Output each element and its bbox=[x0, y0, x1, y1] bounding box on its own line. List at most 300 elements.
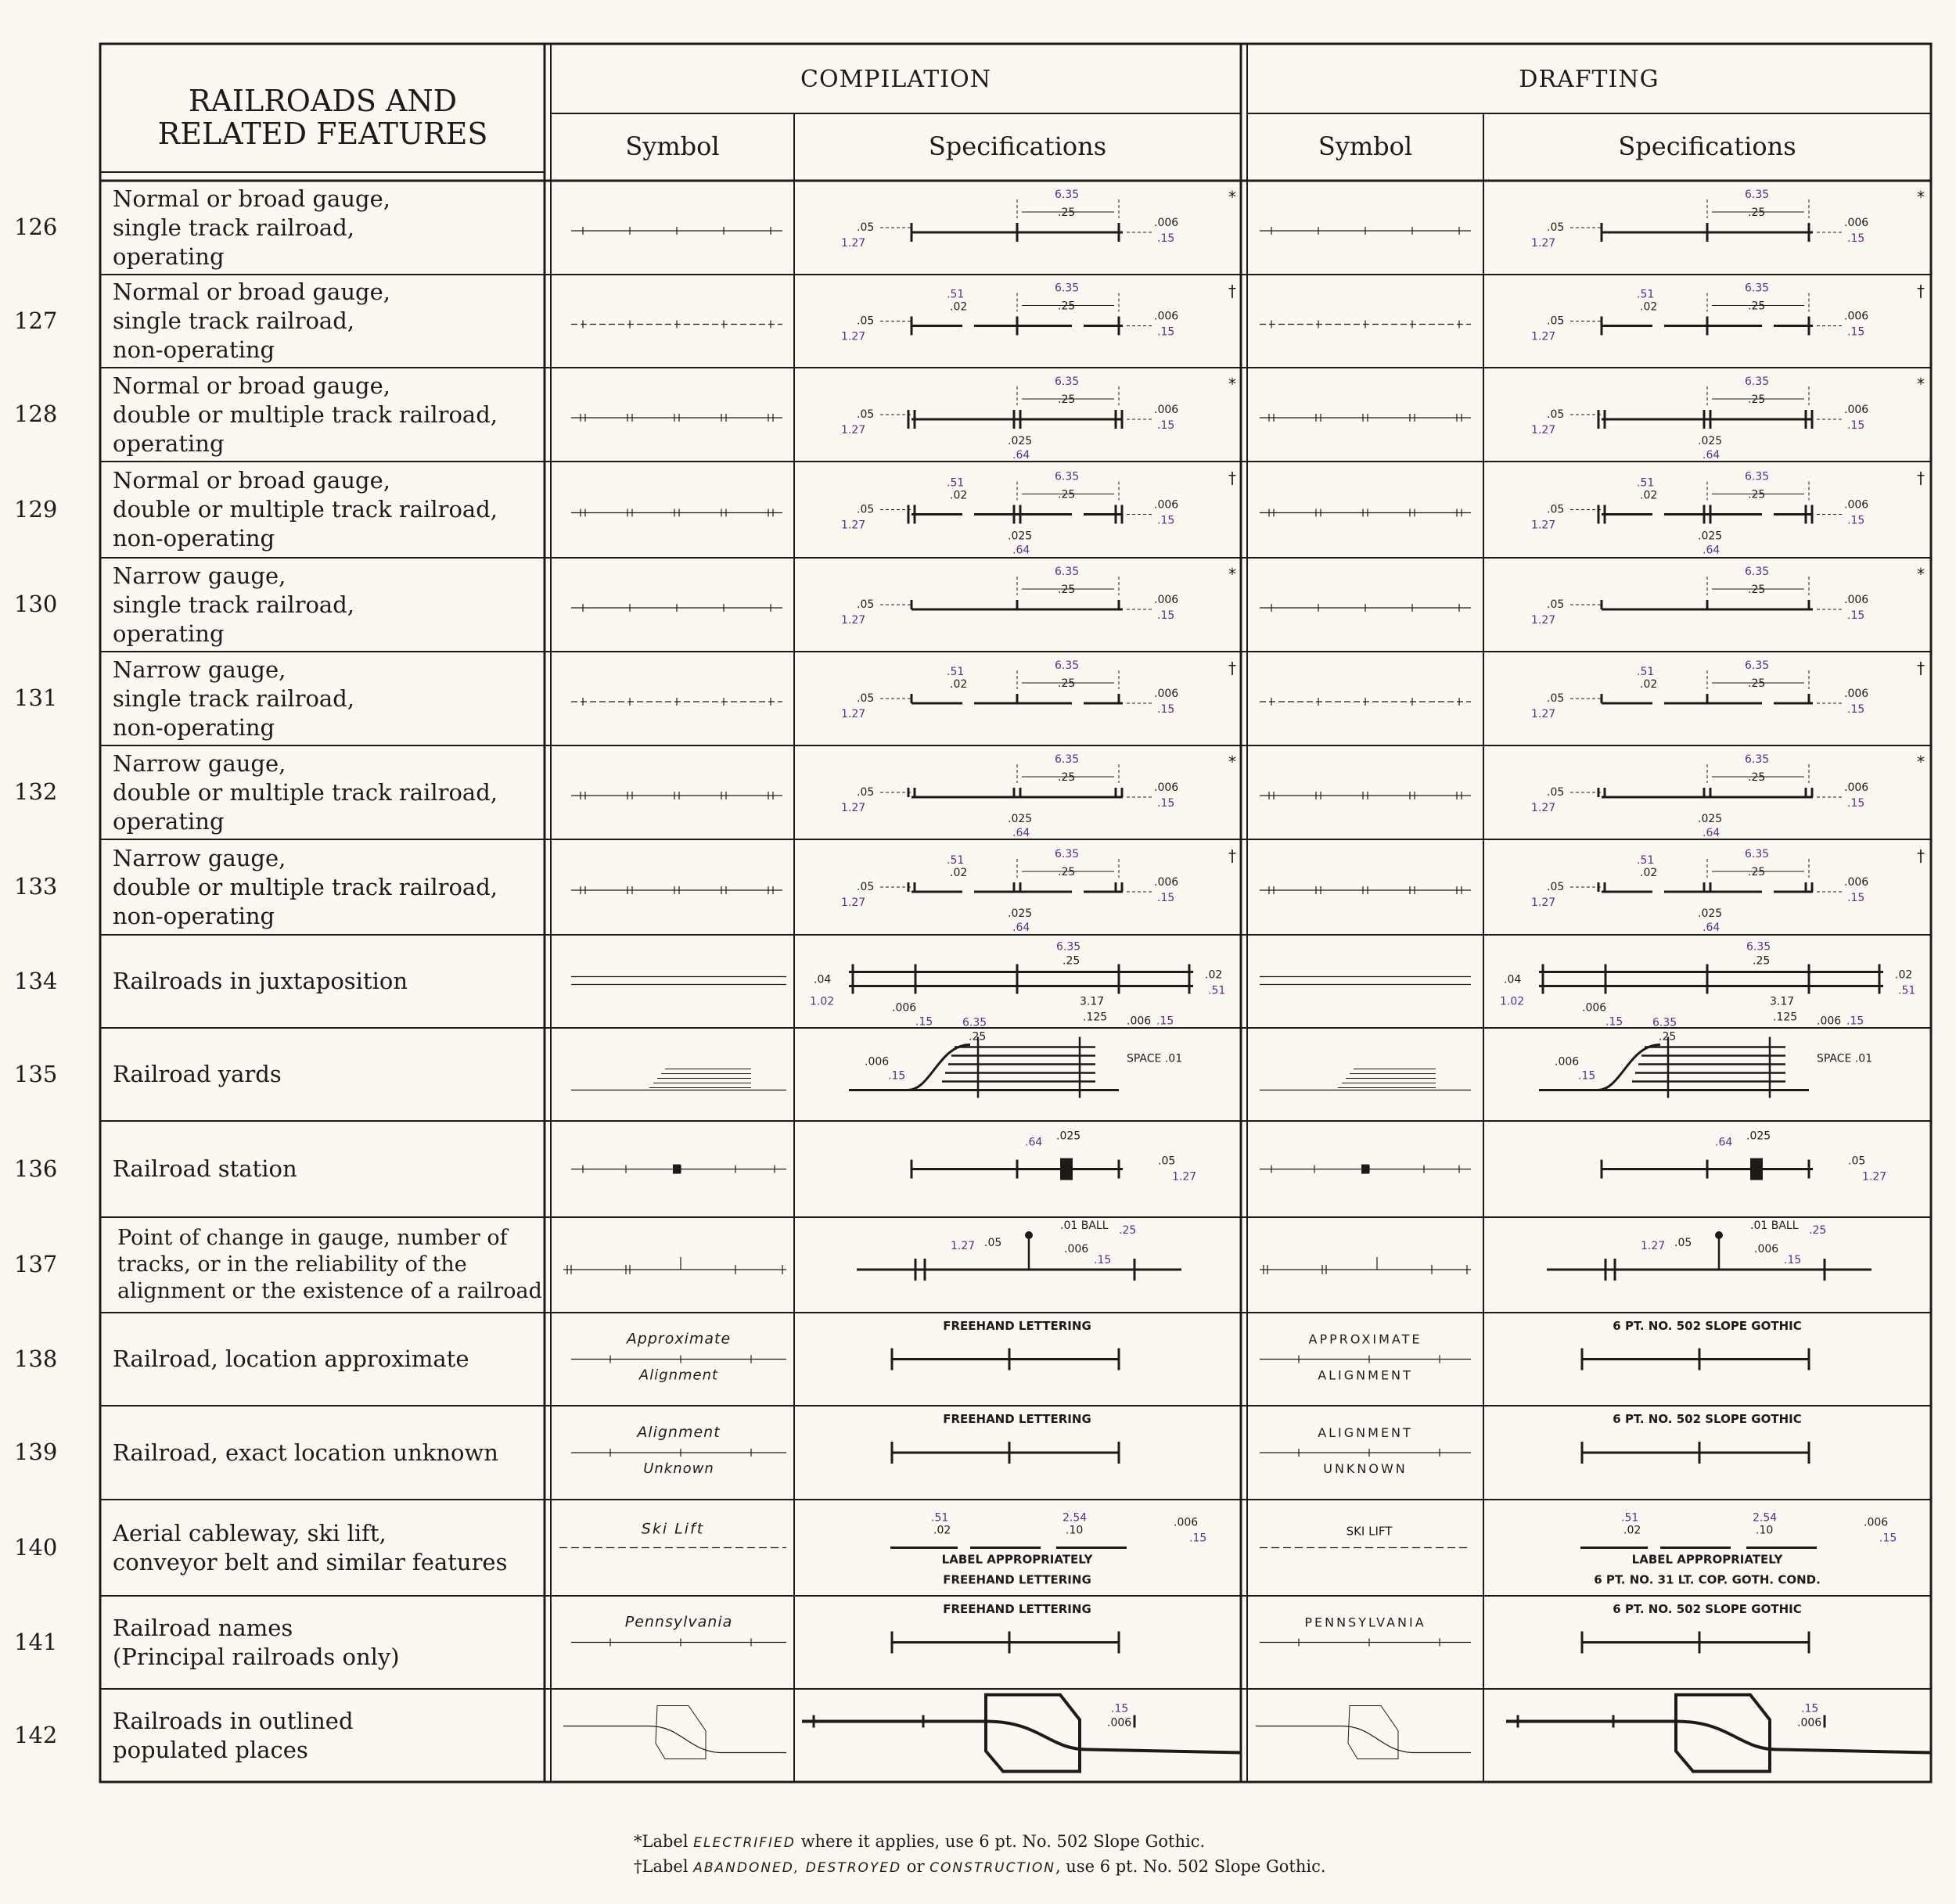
row-label-line: Normal or broad gauge, bbox=[113, 185, 390, 212]
row-label-line: non-operating bbox=[113, 902, 275, 929]
dimension-label: .15 bbox=[1157, 514, 1175, 527]
dimension-label: .15 bbox=[1847, 609, 1865, 622]
dimension-label: 6.35 bbox=[1055, 375, 1080, 388]
dimension-label: .64 bbox=[1012, 921, 1030, 934]
footnote-mark: * bbox=[1917, 188, 1925, 207]
lettering-spec: 6 PT. NO. 31 LT. COP. GOTH. COND. bbox=[1594, 1572, 1821, 1587]
symbol-lettering: Alignment bbox=[637, 1424, 721, 1441]
dimension-label: .51 bbox=[1898, 984, 1916, 997]
row-label-line: Railroad, location approximate bbox=[113, 1345, 469, 1372]
row-number: 134 bbox=[14, 967, 58, 994]
dimension-label: .05 bbox=[984, 1237, 1002, 1249]
dimension-label: .006 bbox=[1107, 1716, 1132, 1730]
dimension-label: 1.02 bbox=[1500, 995, 1525, 1008]
dimension-label: .51 bbox=[1637, 854, 1655, 867]
dimension-label: .025 bbox=[1698, 813, 1723, 825]
row-label-line: double or multiple track railroad, bbox=[113, 401, 498, 428]
dimension-label: 1.27 bbox=[951, 1240, 976, 1252]
dimension-label: .51 bbox=[947, 476, 965, 490]
dimension-label: .025 bbox=[1056, 1130, 1081, 1143]
dimension-label: .25 bbox=[1058, 771, 1076, 784]
row-label-line: (Principal railroads only) bbox=[113, 1643, 400, 1670]
dimension-label: .006 bbox=[1754, 1243, 1779, 1256]
dimension-label: .006 bbox=[1127, 1015, 1152, 1028]
symbol-lettering: APPROXIMATE bbox=[1308, 1331, 1422, 1347]
row-label-line: Railroads in outlined bbox=[113, 1707, 354, 1734]
dimension-label: .25 bbox=[1659, 1030, 1677, 1044]
dimension-label: .64 bbox=[1715, 1136, 1733, 1149]
ball-mark bbox=[1025, 1231, 1033, 1239]
footnote-mark: † bbox=[1917, 659, 1925, 677]
row-label-line: Railroad, exact location unknown bbox=[113, 1439, 498, 1466]
row-label-line: tracks, or in the reliability of the bbox=[117, 1252, 467, 1277]
dimension-label: .51 bbox=[947, 854, 965, 867]
row-number: 133 bbox=[14, 873, 58, 900]
dimension-label: .02 bbox=[1640, 867, 1658, 879]
dimension-label: .15 bbox=[888, 1069, 906, 1083]
row-number: 140 bbox=[14, 1533, 58, 1561]
lettering-spec: 6 PT. NO. 502 SLOPE GOTHIC bbox=[1613, 1319, 1802, 1333]
dimension-label: .025 bbox=[1698, 435, 1723, 447]
dimension-label: 6.35 bbox=[1745, 470, 1770, 483]
dimension-label: 6.35 bbox=[1055, 753, 1080, 766]
dimension-label: .15 bbox=[1157, 609, 1175, 622]
row-number: 126 bbox=[14, 214, 58, 240]
dimension-label: .15 bbox=[1879, 1532, 1897, 1545]
dimension-label: .25 bbox=[1748, 584, 1766, 596]
place-outline bbox=[986, 1695, 1080, 1772]
dimension-label: .15 bbox=[1847, 797, 1865, 810]
dimension-label: .51 bbox=[1637, 666, 1655, 678]
row-label-line: Railroads in juxtaposition bbox=[113, 968, 408, 994]
dimension-label: 6.35 bbox=[1745, 659, 1770, 672]
symbol-lettering: PENNSYLVANIA bbox=[1304, 1615, 1426, 1630]
dimension-label: .05 bbox=[1158, 1155, 1176, 1168]
dimension-label: 1.27 bbox=[841, 424, 866, 436]
station-mark bbox=[1361, 1165, 1369, 1174]
dimension-label: .25 bbox=[969, 1030, 987, 1044]
dimension-label: .05 bbox=[857, 598, 875, 611]
compilation-header: COMPILATION bbox=[800, 66, 991, 93]
place-outline bbox=[656, 1706, 706, 1759]
dimension-label: .025 bbox=[1008, 530, 1033, 543]
lettering-spec: FREEHAND LETTERING bbox=[943, 1602, 1091, 1616]
footnote-mark: * bbox=[1917, 375, 1925, 393]
dimension-label: .15 bbox=[1847, 325, 1865, 339]
dimension-label: .006 bbox=[1154, 876, 1179, 889]
compilation-spec-header: Specifications bbox=[928, 131, 1107, 161]
dimension-label: .25 bbox=[1748, 300, 1766, 313]
dimension-label: .15 bbox=[1847, 514, 1865, 527]
dimension-label: 6.35 bbox=[1746, 940, 1771, 954]
row-number: 138 bbox=[14, 1345, 58, 1372]
symbol-lettering: Ski Lift bbox=[641, 1520, 705, 1538]
dimension-label: .125 bbox=[1083, 1011, 1108, 1024]
dimension-label: .006 bbox=[1844, 217, 1869, 229]
dimension-label: .05 bbox=[1547, 503, 1565, 516]
footnote-mark: * bbox=[1228, 565, 1236, 584]
dimension-label: .15 bbox=[915, 1015, 933, 1029]
dimension-label: 1.27 bbox=[841, 614, 866, 627]
dimension-label: .25 bbox=[1058, 393, 1076, 406]
spec-track bbox=[802, 1722, 1241, 1753]
dimension-label: .006 bbox=[1844, 688, 1869, 700]
dimension-label: .51 bbox=[947, 288, 965, 301]
dimension-label: .006 bbox=[1817, 1015, 1842, 1028]
row-label-line: Narrow gauge, bbox=[113, 656, 286, 683]
dimension-label: .25 bbox=[1058, 488, 1076, 501]
dimension-label: .05 bbox=[1547, 408, 1565, 421]
row-number: 128 bbox=[14, 401, 58, 427]
row-label-line: Normal or broad gauge, bbox=[113, 278, 390, 305]
place-outline bbox=[1676, 1695, 1770, 1772]
dimension-label: .006 bbox=[1844, 876, 1869, 889]
dimension-label: .05 bbox=[1547, 881, 1565, 893]
dimension-label: .05 bbox=[1547, 598, 1565, 611]
dimension-label: .25 bbox=[1119, 1224, 1137, 1237]
dimension-label: .006 bbox=[1064, 1243, 1089, 1256]
row-number: 141 bbox=[14, 1628, 58, 1655]
dimension-label: 1.27 bbox=[1862, 1170, 1887, 1184]
row-number: 137 bbox=[14, 1251, 58, 1277]
dimension-label: .025 bbox=[1698, 907, 1723, 920]
dimension-label: 1.27 bbox=[841, 330, 866, 343]
dimension-label: 6.35 bbox=[1745, 375, 1770, 388]
dimension-label: .05 bbox=[857, 786, 875, 799]
dimension-label: .01 BALL bbox=[1750, 1220, 1799, 1232]
dimension-label: .25 bbox=[1058, 677, 1076, 690]
dimension-label: .51 bbox=[1208, 984, 1226, 997]
dimension-label: .006 bbox=[1844, 310, 1869, 323]
dimension-label: 6.35 bbox=[1055, 189, 1080, 201]
dimension-label: 1.27 bbox=[841, 896, 866, 909]
dimension-label: .025 bbox=[1008, 907, 1033, 920]
dimension-label: .25 bbox=[1058, 300, 1076, 313]
dimension-label: .006 bbox=[1797, 1716, 1822, 1730]
dimension-label: .05 bbox=[1674, 1237, 1692, 1249]
footnote-mark: * bbox=[1228, 188, 1236, 207]
dimension-label: .64 bbox=[1703, 544, 1720, 557]
page-title: RAILROADS AND RELATED FEATURES bbox=[157, 84, 488, 151]
dimension-label: .006 bbox=[1154, 404, 1179, 416]
dimension-label: .006 bbox=[1844, 404, 1869, 416]
dimension-label: .05 bbox=[857, 314, 875, 328]
row-number: 130 bbox=[14, 591, 58, 617]
dimension-label: .51 bbox=[931, 1511, 949, 1525]
row-number: 132 bbox=[14, 778, 58, 805]
dimension-label: SPACE .01 bbox=[1127, 1052, 1183, 1065]
dimension-label: .025 bbox=[1008, 813, 1033, 825]
station-mark bbox=[1060, 1159, 1073, 1180]
dimension-label: .025 bbox=[1746, 1130, 1771, 1143]
row-label-line: conveyor belt and similar features bbox=[113, 1548, 508, 1575]
dimension-label: 6.35 bbox=[1055, 282, 1080, 295]
row-number: 139 bbox=[14, 1439, 58, 1465]
dimension-label: .02 bbox=[950, 489, 968, 502]
footnote-mark: † bbox=[1917, 469, 1925, 487]
symbol-track bbox=[563, 1726, 786, 1753]
dimension-label: .02 bbox=[950, 867, 968, 879]
dimension-label: .006 bbox=[1844, 781, 1869, 794]
dimension-label: .02 bbox=[1895, 968, 1913, 982]
row-label-line: single track railroad, bbox=[113, 684, 354, 712]
row-label-line: Aerial cableway, ski lift, bbox=[113, 1519, 387, 1547]
symbol-lettering: Alignment bbox=[638, 1367, 719, 1384]
dimension-label: .64 bbox=[1012, 449, 1030, 462]
dimension-label: .02 bbox=[933, 1524, 951, 1537]
dimension-label: .15 bbox=[1847, 419, 1865, 432]
dimension-label: 1.27 bbox=[1531, 237, 1556, 250]
dimension-label: .15 bbox=[1847, 232, 1865, 245]
row-label-line: single track railroad, bbox=[113, 307, 354, 334]
dimension-label: .25 bbox=[1748, 771, 1766, 784]
dimension-label: .05 bbox=[857, 408, 875, 421]
dimension-label: .05 bbox=[1547, 786, 1565, 799]
footnote-mark: † bbox=[1917, 846, 1925, 865]
dimension-label: 6.35 bbox=[1055, 566, 1080, 578]
dimension-label: .51 bbox=[1637, 476, 1655, 490]
symbol-lettering: Unknown bbox=[643, 1460, 714, 1477]
station-mark bbox=[673, 1165, 681, 1174]
dimension-label: 1.27 bbox=[1531, 708, 1556, 720]
lettering-spec: 6 PT. NO. 502 SLOPE GOTHIC bbox=[1613, 1602, 1802, 1616]
lettering-spec: FREEHAND LETTERING bbox=[943, 1572, 1091, 1587]
station-mark bbox=[1750, 1159, 1763, 1180]
row-number: 131 bbox=[14, 684, 58, 711]
dimension-label: .15 bbox=[1846, 1015, 1864, 1028]
dimension-label: .15 bbox=[1847, 892, 1865, 904]
dimension-label: .15 bbox=[1784, 1254, 1802, 1266]
dimension-label: .01 BALL bbox=[1060, 1220, 1109, 1232]
dimension-label: .006 bbox=[1154, 594, 1179, 606]
row-label-line: non-operating bbox=[113, 336, 275, 363]
lettering-spec: FREEHAND LETTERING bbox=[943, 1319, 1091, 1333]
dimension-label: .15 bbox=[1157, 892, 1175, 904]
dimension-label: 1.27 bbox=[841, 802, 866, 814]
drafting-symbol-header: Symbol bbox=[1318, 131, 1413, 161]
dimension-label: .51 bbox=[1621, 1511, 1639, 1525]
lettering-spec: FREEHAND LETTERING bbox=[943, 1412, 1091, 1426]
row-label-line: populated places bbox=[113, 1736, 308, 1763]
symbol-track bbox=[1256, 1726, 1471, 1753]
footnote-mark: † bbox=[1228, 469, 1236, 487]
dimension-label: .64 bbox=[1012, 827, 1030, 839]
footnote-mark: † bbox=[1228, 846, 1236, 865]
row-label-line: single track railroad, bbox=[113, 591, 354, 618]
lettering-spec: 6 PT. NO. 502 SLOPE GOTHIC bbox=[1613, 1412, 1802, 1426]
dimension-label: .006 bbox=[1844, 594, 1869, 606]
dimension-label: .15 bbox=[1157, 797, 1175, 810]
dimension-label: 6.35 bbox=[1055, 848, 1080, 860]
dimension-label: .006 bbox=[1555, 1055, 1580, 1069]
dimension-label: .15 bbox=[1156, 1015, 1174, 1028]
row-label-line: Narrow gauge, bbox=[113, 749, 286, 777]
row-label-line: non-operating bbox=[113, 525, 275, 551]
footnote-mark: † bbox=[1228, 282, 1236, 300]
row-label-line: Railroad names bbox=[113, 1614, 293, 1641]
dimension-label: 1.27 bbox=[1531, 802, 1556, 814]
symbol-lettering: ALIGNMENT bbox=[1318, 1367, 1413, 1383]
dimension-label: 6.35 bbox=[1745, 848, 1770, 860]
dimension-label: .10 bbox=[1756, 1524, 1774, 1537]
dimension-label: .64 bbox=[1012, 544, 1030, 557]
row-label-line: Railroad station bbox=[113, 1155, 297, 1182]
dimension-label: 2.54 bbox=[1062, 1511, 1088, 1525]
dimension-label: .006 bbox=[1154, 498, 1179, 512]
row-label-line: Narrow gauge, bbox=[113, 562, 286, 589]
dimension-label: .64 bbox=[1703, 827, 1720, 839]
dimension-label: .15 bbox=[1801, 1702, 1819, 1715]
dimension-label: 1.27 bbox=[841, 237, 866, 250]
dimension-label: .25 bbox=[1748, 866, 1766, 878]
dimension-label: 3.17 bbox=[1080, 995, 1105, 1008]
row-label-line: operating bbox=[113, 620, 225, 647]
row-label-line: Normal or broad gauge, bbox=[113, 467, 390, 494]
dimension-label: .02 bbox=[1640, 300, 1658, 314]
row-label-line: Normal or broad gauge, bbox=[113, 372, 390, 399]
dimension-label: .25 bbox=[1058, 866, 1076, 878]
dimension-label: .15 bbox=[1111, 1702, 1129, 1715]
dimension-label: .05 bbox=[1547, 221, 1565, 234]
dimension-label: 6.35 bbox=[1055, 470, 1080, 483]
footnote-mark: * bbox=[1228, 375, 1236, 393]
dimension-label: .15 bbox=[1847, 703, 1865, 716]
footnote-mark: † bbox=[1917, 282, 1925, 300]
row-label-line: double or multiple track railroad, bbox=[113, 873, 498, 900]
dimension-label: .51 bbox=[1637, 288, 1655, 301]
dimension-label: .006 bbox=[1582, 1001, 1607, 1015]
dimension-label: 6.35 bbox=[1652, 1016, 1677, 1029]
dimension-label: .02 bbox=[1640, 678, 1658, 691]
footnote-mark: * bbox=[1228, 753, 1236, 771]
row-label-line: non-operating bbox=[113, 713, 275, 741]
symbol-lettering: ALIGNMENT bbox=[1318, 1425, 1413, 1440]
dimension-label: 6.35 bbox=[1745, 753, 1770, 766]
dimension-label: .25 bbox=[1748, 488, 1766, 501]
dimension-label: SPACE .01 bbox=[1817, 1052, 1873, 1065]
dimension-label: .15 bbox=[1094, 1254, 1112, 1266]
dimension-label: 1.27 bbox=[1531, 614, 1556, 627]
yard-curve bbox=[908, 1045, 970, 1090]
dimension-label: .15 bbox=[1157, 419, 1175, 432]
spec-track bbox=[1506, 1722, 1931, 1753]
dimension-label: 1.27 bbox=[1531, 519, 1556, 532]
dimension-label: 1.27 bbox=[1172, 1170, 1197, 1184]
dimension-label: .006 bbox=[1154, 688, 1179, 700]
dimension-label: 1.02 bbox=[810, 995, 835, 1008]
dimension-label: .25 bbox=[1748, 207, 1766, 219]
dimension-label: 1.27 bbox=[841, 519, 866, 532]
dimension-label: .006 bbox=[1154, 310, 1179, 323]
row-label-line: double or multiple track railroad, bbox=[113, 496, 498, 523]
dimension-label: 6.35 bbox=[1056, 940, 1081, 954]
dimension-label: 6.35 bbox=[1745, 282, 1770, 295]
dimension-label: .006 bbox=[1174, 1516, 1199, 1529]
row-number: 142 bbox=[14, 1721, 58, 1748]
dimension-label: .15 bbox=[1605, 1015, 1623, 1029]
dimension-label: .10 bbox=[1066, 1524, 1084, 1537]
row-label-line: single track railroad, bbox=[113, 214, 354, 241]
dimension-label: .05 bbox=[857, 881, 875, 893]
dimension-label: .125 bbox=[1773, 1011, 1798, 1024]
row-number: 127 bbox=[14, 307, 58, 334]
dimension-label: .05 bbox=[1547, 314, 1565, 328]
dimension-label: .05 bbox=[857, 503, 875, 516]
drafting-spec-header: Specifications bbox=[1618, 131, 1796, 161]
place-outline bbox=[1348, 1706, 1398, 1759]
dimension-label: .05 bbox=[857, 221, 875, 234]
dimension-label: 2.54 bbox=[1753, 1511, 1778, 1525]
symbol-lettering: UNKNOWN bbox=[1323, 1461, 1408, 1476]
symbol-lettering: SKI LIFT bbox=[1346, 1524, 1393, 1539]
ball-mark bbox=[1715, 1231, 1723, 1239]
dimension-label: .15 bbox=[1578, 1069, 1596, 1083]
dimension-label: 6.35 bbox=[1745, 566, 1770, 578]
dimension-label: 6.35 bbox=[1745, 189, 1770, 201]
dimension-label: .02 bbox=[1640, 489, 1658, 502]
dimension-label: .006 bbox=[865, 1055, 890, 1069]
dimension-label: .15 bbox=[1157, 703, 1175, 716]
row-label-line: Narrow gauge, bbox=[113, 844, 286, 871]
dimension-label: .02 bbox=[1205, 968, 1223, 982]
dimension-label: .25 bbox=[1748, 677, 1766, 690]
footnote-abandoned: †Label ABANDONED, DESTROYED or CONSTRUCTION, use 6 pt. No. 502 Slope Gothic. bbox=[634, 1857, 1326, 1876]
lettering-spec: LABEL APPROPRIATELY bbox=[1631, 1552, 1783, 1567]
dimension-label: .006 bbox=[1864, 1516, 1889, 1529]
row-label-line: Railroad yards bbox=[113, 1061, 282, 1087]
row-number: 129 bbox=[14, 495, 58, 523]
dimension-label: .64 bbox=[1703, 921, 1720, 934]
dimension-label: .02 bbox=[950, 300, 968, 314]
footnote-mark: † bbox=[1228, 659, 1236, 677]
dimension-label: 3.17 bbox=[1770, 995, 1795, 1008]
dimension-label: .25 bbox=[1058, 207, 1076, 219]
dimension-label: .25 bbox=[1062, 954, 1080, 968]
footnote-mark: * bbox=[1917, 565, 1925, 584]
yard-curve bbox=[1598, 1045, 1660, 1090]
dimension-label: .15 bbox=[1189, 1532, 1207, 1545]
drafting-header: DRAFTING bbox=[1519, 66, 1659, 93]
dimension-label: .025 bbox=[1008, 435, 1033, 447]
row-number: 136 bbox=[14, 1155, 58, 1182]
dimension-label: 1.27 bbox=[1641, 1240, 1666, 1252]
dimension-label: .006 bbox=[1844, 498, 1869, 512]
dimension-label: 1.27 bbox=[1531, 424, 1556, 436]
dimension-label: 6.35 bbox=[1055, 659, 1080, 672]
dimension-label: 1.27 bbox=[1531, 896, 1556, 909]
dimension-label: .25 bbox=[1809, 1224, 1827, 1237]
compilation-symbol-header: Symbol bbox=[625, 131, 720, 161]
row-number: 135 bbox=[14, 1060, 58, 1087]
symbol-lettering: Pennsylvania bbox=[624, 1613, 733, 1631]
dimension-label: .006 bbox=[892, 1001, 917, 1015]
dimension-label: .05 bbox=[1848, 1155, 1866, 1168]
dimension-label: .006 bbox=[1154, 781, 1179, 794]
dimension-label: .02 bbox=[1623, 1524, 1641, 1537]
dimension-label: .64 bbox=[1025, 1136, 1043, 1149]
dimension-label: .25 bbox=[1058, 584, 1076, 596]
dimension-label: .025 bbox=[1698, 530, 1723, 543]
dimension-label: .25 bbox=[1753, 954, 1771, 968]
dimension-label: .04 bbox=[1504, 973, 1522, 986]
row-label-line: double or multiple track railroad, bbox=[113, 778, 498, 806]
dimension-label: 1.27 bbox=[841, 708, 866, 720]
row-label-line: operating bbox=[113, 242, 225, 270]
dimension-label: .64 bbox=[1703, 449, 1720, 462]
dimension-label: 1.27 bbox=[1531, 330, 1556, 343]
symbol-lettering: Approximate bbox=[626, 1330, 732, 1348]
dimension-label: .006 bbox=[1154, 217, 1179, 229]
